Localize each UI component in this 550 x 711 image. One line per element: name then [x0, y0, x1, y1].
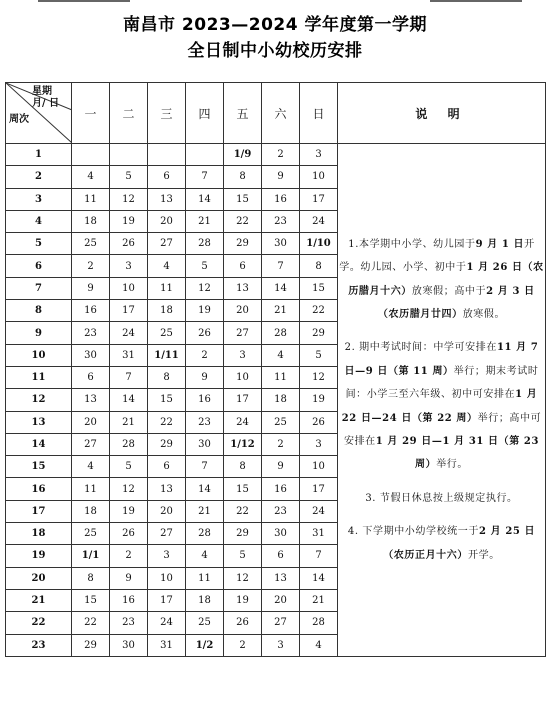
date-cell: 20	[224, 300, 262, 322]
date-cell: 10	[110, 277, 148, 299]
date-cell: 12	[300, 366, 338, 388]
week-number: 18	[6, 523, 72, 545]
date-cell: 3	[224, 344, 262, 366]
note-text: 放寒假。	[462, 308, 506, 320]
date-cell: 24	[224, 411, 262, 433]
date-cell: 13	[262, 567, 300, 589]
date-cell: 9	[262, 166, 300, 188]
date-cell: 2	[72, 255, 110, 277]
date-cell: 30	[110, 634, 148, 656]
note-text: 2. 期中考试时间：中学可安排在	[344, 342, 497, 354]
date-cell: 21	[110, 411, 148, 433]
date-cell: 27	[148, 233, 186, 255]
date-cell: 26	[300, 411, 338, 433]
date-cell: 27	[148, 523, 186, 545]
date-cell: 18	[72, 210, 110, 232]
date-cell: 25	[72, 523, 110, 545]
date-cell: 3	[110, 255, 148, 277]
date-cell: 23	[72, 322, 110, 344]
date-cell: 20	[148, 500, 186, 522]
date-cell: 9	[262, 456, 300, 478]
date-cell: 24	[300, 500, 338, 522]
date-cell: 28	[110, 433, 148, 455]
date-cell: 3	[148, 545, 186, 567]
date-cell: 5	[224, 545, 262, 567]
week-number: 12	[6, 389, 72, 411]
date-cell: 6	[262, 545, 300, 567]
date-cell: 1/9	[224, 144, 262, 166]
date-cell: 30	[72, 344, 110, 366]
calendar-table	[5, 82, 546, 657]
week-number: 3	[6, 188, 72, 210]
date-cell: 21	[186, 210, 224, 232]
date-cell	[186, 144, 224, 166]
date-cell: 13	[72, 389, 110, 411]
date-cell: 25	[262, 411, 300, 433]
week-number: 4	[6, 210, 72, 232]
date-cell: 14	[300, 567, 338, 589]
date-cell: 14	[186, 478, 224, 500]
date-cell: 11	[148, 277, 186, 299]
date-cell: 5	[300, 344, 338, 366]
note-text: 4. 下学期中小幼学校统一于	[347, 526, 479, 538]
date-cell: 10	[300, 456, 338, 478]
note-text: 举行；高中可安排在	[343, 412, 542, 448]
day-header-mon: 一	[72, 83, 110, 144]
date-cell: 11	[262, 366, 300, 388]
date-cell: 20	[72, 411, 110, 433]
week-number: 5	[6, 233, 72, 255]
date-cell: 17	[300, 188, 338, 210]
date-cell: 8	[224, 166, 262, 188]
week-number: 22	[6, 612, 72, 634]
date-cell: 1/12	[224, 433, 262, 455]
date-cell: 31	[300, 523, 338, 545]
date-cell: 21	[262, 300, 300, 322]
date-cell: 31	[148, 634, 186, 656]
date-cell: 26	[186, 322, 224, 344]
week-number: 2	[6, 166, 72, 188]
date-cell: 21	[186, 500, 224, 522]
note-paragraph	[338, 520, 545, 567]
note-highlight: 1 月 26 日（农历腊月十六）	[348, 262, 544, 297]
date-cell: 19	[110, 210, 148, 232]
date-cell: 14	[262, 277, 300, 299]
date-cell: 12	[110, 188, 148, 210]
date-cell: 6	[224, 255, 262, 277]
date-cell: 12	[186, 277, 224, 299]
date-cell: 23	[262, 210, 300, 232]
note-paragraph	[338, 336, 545, 476]
date-cell: 11	[72, 188, 110, 210]
header-row	[6, 83, 546, 144]
date-cell: 29	[300, 322, 338, 344]
date-cell: 30	[262, 523, 300, 545]
date-cell: 4	[72, 456, 110, 478]
date-cell	[148, 144, 186, 166]
week-number: 8	[6, 300, 72, 322]
date-cell: 17	[300, 478, 338, 500]
date-cell: 3	[300, 144, 338, 166]
date-cell	[72, 144, 110, 166]
date-cell: 1/10	[300, 233, 338, 255]
date-cell: 2	[186, 344, 224, 366]
page-subtitle: 全日制中小幼校历安排	[187, 41, 363, 61]
date-cell: 15	[72, 589, 110, 611]
week-number: 13	[6, 411, 72, 433]
date-cell: 31	[110, 344, 148, 366]
date-cell: 30	[186, 433, 224, 455]
date-cell: 15	[224, 478, 262, 500]
date-cell: 6	[72, 366, 110, 388]
date-cell: 9	[72, 277, 110, 299]
date-cell: 24	[300, 210, 338, 232]
note-highlight: 2 月 25 日（农历正月十六）	[383, 526, 536, 561]
note-highlight: 9 月 1 日	[475, 238, 525, 250]
week-number: 14	[6, 433, 72, 455]
date-cell: 10	[224, 366, 262, 388]
note-highlight: 11 月 7 日—9 日（第 11 周）	[344, 342, 539, 377]
week-number: 7	[6, 277, 72, 299]
note-text: 开学。幼儿园、小学、初中于	[339, 238, 535, 274]
date-cell: 11	[72, 478, 110, 500]
date-cell: 30	[262, 233, 300, 255]
date-cell: 6	[148, 166, 186, 188]
date-cell: 2	[262, 433, 300, 455]
note-highlight: 2 月 3 日（农历腊月廿四）	[377, 285, 535, 320]
date-cell: 14	[110, 389, 148, 411]
date-cell: 27	[72, 433, 110, 455]
date-cell: 8	[148, 366, 186, 388]
day-header-wed: 三	[148, 83, 186, 144]
date-cell: 7	[186, 166, 224, 188]
date-cell: 7	[110, 366, 148, 388]
date-cell: 12	[110, 478, 148, 500]
date-cell: 15	[224, 188, 262, 210]
day-header-sat: 六	[262, 83, 300, 144]
diag-label-weekday: 星期	[32, 86, 52, 97]
date-cell: 2	[110, 545, 148, 567]
date-cell: 19	[224, 589, 262, 611]
date-cell: 1/2	[186, 634, 224, 656]
date-cell: 28	[300, 612, 338, 634]
date-cell: 17	[110, 300, 148, 322]
date-cell: 20	[262, 589, 300, 611]
date-cell: 18	[148, 300, 186, 322]
date-cell: 19	[300, 389, 338, 411]
date-cell: 16	[110, 589, 148, 611]
date-cell: 4	[300, 634, 338, 656]
date-cell: 14	[186, 188, 224, 210]
date-cell: 12	[224, 567, 262, 589]
date-cell: 3	[262, 634, 300, 656]
date-cell: 11	[186, 567, 224, 589]
day-header-fri: 五	[224, 83, 262, 144]
date-cell: 26	[110, 233, 148, 255]
date-cell: 18	[186, 589, 224, 611]
date-cell: 22	[224, 500, 262, 522]
week-number: 15	[6, 456, 72, 478]
day-header-sun: 日	[300, 83, 338, 144]
date-cell: 3	[300, 433, 338, 455]
date-cell: 18	[72, 500, 110, 522]
week-number: 23	[6, 634, 72, 656]
diag-label-date: 月/ 日	[32, 98, 60, 109]
date-cell: 25	[186, 612, 224, 634]
date-cell: 7	[262, 255, 300, 277]
date-cell: 13	[224, 277, 262, 299]
week-number: 16	[6, 478, 72, 500]
date-cell: 25	[148, 322, 186, 344]
diagonal-header-cell	[6, 83, 72, 144]
date-cell: 28	[186, 233, 224, 255]
date-cell: 13	[148, 478, 186, 500]
week-number: 20	[6, 567, 72, 589]
date-cell: 22	[148, 411, 186, 433]
note-paragraph	[338, 233, 545, 327]
date-cell: 16	[262, 478, 300, 500]
date-cell: 10	[148, 567, 186, 589]
date-cell	[110, 144, 148, 166]
date-cell: 6	[148, 456, 186, 478]
note-paragraph	[338, 487, 545, 510]
day-header-tue: 二	[110, 83, 148, 144]
date-cell: 5	[110, 456, 148, 478]
date-cell: 25	[72, 233, 110, 255]
date-cell: 16	[262, 188, 300, 210]
date-cell: 2	[224, 634, 262, 656]
date-cell: 24	[110, 322, 148, 344]
week-number: 6	[6, 255, 72, 277]
date-cell: 28	[262, 322, 300, 344]
date-cell: 26	[110, 523, 148, 545]
date-cell: 22	[224, 210, 262, 232]
date-cell: 18	[262, 389, 300, 411]
table-row	[6, 144, 546, 166]
date-cell: 17	[224, 389, 262, 411]
date-cell: 19	[186, 300, 224, 322]
date-cell: 1/11	[148, 344, 186, 366]
note-highlight: 1 月 22 日—24 日（第 22 周）	[341, 389, 538, 424]
week-number: 11	[6, 366, 72, 388]
date-cell: 8	[72, 567, 110, 589]
date-cell: 23	[262, 500, 300, 522]
date-cell: 16	[186, 389, 224, 411]
week-number: 17	[6, 500, 72, 522]
note-text: 举行；期末考试时间：小学三至六年级、初中可安排在	[345, 365, 539, 401]
note-text: 放寒假；高中于	[411, 285, 487, 297]
date-cell: 29	[224, 523, 262, 545]
date-cell: 9	[110, 567, 148, 589]
date-cell: 5	[186, 255, 224, 277]
date-cell: 5	[110, 166, 148, 188]
page-title: 南昌市 2023—2024 学年度第一学期	[123, 15, 427, 35]
date-cell: 7	[300, 545, 338, 567]
note-text: 3. 节假日休息按上级规定执行。	[365, 492, 518, 504]
date-cell: 26	[224, 612, 262, 634]
notes-cell	[338, 144, 546, 657]
top-rule-right	[430, 0, 522, 2]
date-cell: 13	[148, 188, 186, 210]
date-cell: 27	[224, 322, 262, 344]
date-cell: 29	[72, 634, 110, 656]
date-cell: 16	[72, 300, 110, 322]
notes-header: 说 明	[338, 83, 546, 144]
note-text: 举行。	[436, 459, 468, 471]
week-number: 19	[6, 545, 72, 567]
date-cell: 15	[300, 277, 338, 299]
note-text: 1.本学期中小学、幼儿园于	[348, 238, 476, 250]
note-highlight: 1 月 29 日—1 月 31 日（第 23 周）	[375, 436, 540, 471]
date-cell: 8	[300, 255, 338, 277]
week-number: 9	[6, 322, 72, 344]
date-cell: 23	[110, 612, 148, 634]
diag-label-week: 周次	[9, 114, 29, 125]
date-cell: 29	[224, 233, 262, 255]
date-cell: 15	[148, 389, 186, 411]
date-cell: 9	[186, 366, 224, 388]
week-number: 1	[6, 144, 72, 166]
date-cell: 4	[262, 344, 300, 366]
date-cell: 20	[148, 210, 186, 232]
date-cell: 4	[72, 166, 110, 188]
date-cell: 28	[186, 523, 224, 545]
date-cell: 19	[110, 500, 148, 522]
date-cell: 22	[72, 612, 110, 634]
date-cell: 7	[186, 456, 224, 478]
date-cell: 23	[186, 411, 224, 433]
week-number: 10	[6, 344, 72, 366]
date-cell: 27	[262, 612, 300, 634]
date-cell: 17	[148, 589, 186, 611]
date-cell: 21	[300, 589, 338, 611]
day-header-thu: 四	[186, 83, 224, 144]
date-cell: 1/1	[72, 545, 110, 567]
date-cell: 4	[186, 545, 224, 567]
date-cell: 2	[262, 144, 300, 166]
week-number: 21	[6, 589, 72, 611]
date-cell: 8	[224, 456, 262, 478]
date-cell: 24	[148, 612, 186, 634]
date-cell: 4	[148, 255, 186, 277]
date-cell: 10	[300, 166, 338, 188]
date-cell: 22	[300, 300, 338, 322]
top-rule-left	[38, 0, 130, 2]
date-cell: 29	[148, 433, 186, 455]
note-text: 开学。	[468, 549, 500, 561]
